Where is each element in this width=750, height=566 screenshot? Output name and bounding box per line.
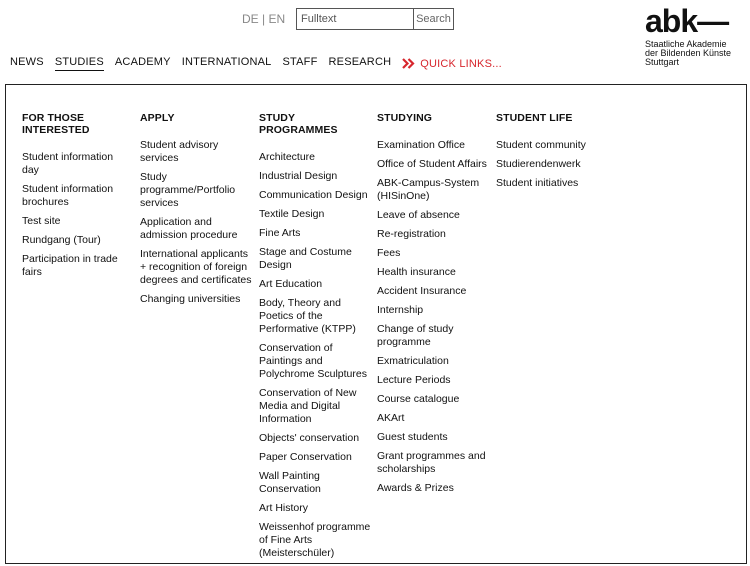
- language-switcher: [242, 12, 285, 26]
- lang-de-link[interactable]: DE: [242, 12, 259, 26]
- menu-link[interactable]: Guest students: [377, 431, 448, 443]
- menu-column-student-life: [496, 112, 616, 196]
- nav-news[interactable]: NEWS: [10, 56, 44, 68]
- menu-link[interactable]: Fine Arts: [259, 227, 301, 239]
- menu-link[interactable]: Exmatriculation: [377, 355, 449, 367]
- menu-link[interactable]: Textile Design: [259, 208, 325, 220]
- menu-link[interactable]: Health insurance: [377, 266, 456, 278]
- menu-link[interactable]: Industrial Design: [259, 170, 338, 182]
- column-heading: STUDYING: [377, 112, 433, 124]
- lang-separator: |: [262, 12, 266, 26]
- main-nav: [10, 56, 513, 71]
- menu-column-studying: [377, 112, 491, 501]
- menu-link[interactable]: Participation in trade fairs: [22, 253, 118, 278]
- menu-link[interactable]: Student community: [496, 139, 586, 151]
- logo-mark: abk—: [645, 3, 729, 39]
- menu-link[interactable]: Weissenhof programme of Fine Arts (Meisterschüler): [259, 521, 371, 559]
- menu-link[interactable]: Office of Student Affairs: [377, 158, 487, 170]
- menu-column-apply: [140, 112, 252, 312]
- menu-column-interested: [22, 112, 126, 285]
- menu-link[interactable]: Examination Office: [377, 139, 465, 151]
- menu-link[interactable]: Body, Theory and Poetics of the Performative (KTPP): [259, 297, 356, 335]
- menu-link[interactable]: Accident Insurance: [377, 285, 467, 297]
- menu-link[interactable]: AKArt: [377, 412, 405, 424]
- menu-link[interactable]: Conservation of New Media and Digital Information: [259, 387, 357, 425]
- nav-research[interactable]: RESEARCH: [328, 56, 392, 68]
- menu-link[interactable]: Lecture Periods: [377, 374, 451, 386]
- menu-link[interactable]: ABK-Campus-System (HISinOne): [377, 177, 480, 202]
- menu-link[interactable]: Leave of absence: [377, 209, 460, 221]
- double-chevron-right-icon: [402, 58, 415, 69]
- studies-mega-menu: [5, 84, 747, 564]
- nav-academy[interactable]: ACADEMY: [114, 56, 171, 68]
- menu-link[interactable]: Art History: [259, 502, 309, 514]
- search-input[interactable]: [297, 9, 413, 29]
- menu-link[interactable]: Study programme/Portfolio services: [140, 171, 236, 209]
- menu-link[interactable]: Internship: [377, 304, 424, 316]
- menu-link[interactable]: Awards & Prizes: [377, 482, 454, 494]
- logo-line-1: Staatliche Akademie: [645, 39, 727, 49]
- menu-link[interactable]: Wall Painting Conservation: [259, 470, 321, 495]
- menu-link[interactable]: Studierendenwerk: [496, 158, 581, 170]
- menu-link[interactable]: Student information brochures: [22, 183, 114, 208]
- menu-link[interactable]: Course catalogue: [377, 393, 460, 405]
- menu-link[interactable]: Architecture: [259, 151, 316, 163]
- menu-link[interactable]: Student initiatives: [496, 177, 579, 189]
- logo[interactable]: [645, 4, 731, 67]
- nav-staff[interactable]: STAFF: [282, 56, 318, 68]
- menu-link[interactable]: Changing universities: [140, 293, 241, 305]
- nav-international[interactable]: INTERNATIONAL: [181, 56, 272, 68]
- menu-link[interactable]: Paper Conservation: [259, 451, 352, 463]
- column-heading: FOR THOSE INTERESTED: [22, 112, 90, 136]
- menu-link[interactable]: Rundgang (Tour): [22, 234, 101, 246]
- menu-link[interactable]: Fees: [377, 247, 401, 259]
- menu-link[interactable]: Re-registration: [377, 228, 446, 240]
- menu-link[interactable]: Student information day: [22, 151, 114, 176]
- quick-links-label: QUICK LINKS...: [420, 57, 502, 70]
- menu-column-programmes: [259, 112, 371, 566]
- column-heading: STUDENT LIFE: [496, 112, 573, 124]
- menu-link[interactable]: International applicants + recognition of foreign degrees and certificates: [140, 248, 252, 286]
- nav-studies[interactable]: STUDIES: [55, 56, 104, 71]
- menu-link[interactable]: Conservation of Paintings and Polychrome Sculptures: [259, 342, 367, 380]
- menu-link[interactable]: Objects' conservation: [259, 432, 360, 444]
- logo-line-2: der Bildenden Künste: [645, 48, 732, 58]
- nav-quick-links[interactable]: [402, 56, 502, 71]
- column-heading: APPLY: [140, 112, 175, 124]
- menu-link[interactable]: Grant programmes and scholarships: [377, 450, 486, 475]
- menu-link[interactable]: Student advisory services: [140, 139, 219, 164]
- menu-link[interactable]: Stage and Costume Design: [259, 246, 352, 271]
- column-heading: STUDY PROGRAMMES: [259, 112, 338, 136]
- menu-link[interactable]: Test site: [22, 215, 61, 227]
- search-box: [296, 8, 454, 30]
- lang-en-link[interactable]: EN: [268, 12, 286, 26]
- menu-link[interactable]: Art Education: [259, 278, 323, 290]
- menu-link[interactable]: Change of study programme: [377, 323, 454, 348]
- logo-text: [645, 40, 731, 67]
- logo-line-3: Stuttgart: [645, 57, 680, 67]
- menu-link[interactable]: Application and admission procedure: [140, 216, 238, 241]
- menu-link[interactable]: Communication Design: [259, 189, 368, 201]
- search-button[interactable]: Search: [413, 9, 453, 29]
